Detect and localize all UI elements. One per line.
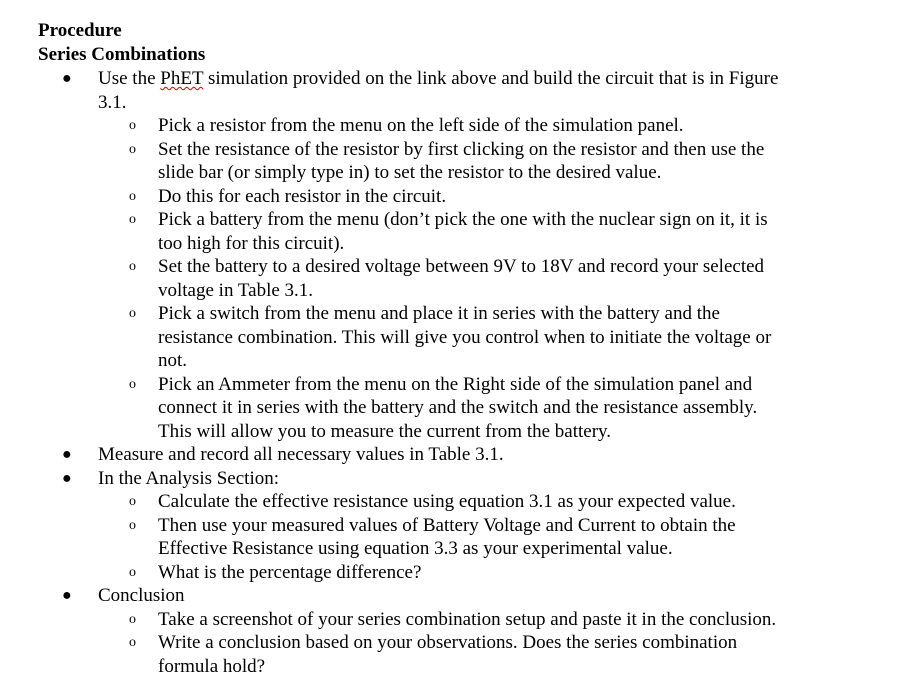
list-item: ● In the Analysis Section: o Calculate the effective resistance using equation 3.1 as your expected value. o Then use your measured values of Battery Voltage and Current to obtain the Effective Resistance using equation 3.3 as your experimental value. o What is the percentage difference? <box>38 467 883 585</box>
sub-list-item: o Do this for each resistor in the circuit. <box>129 185 447 207</box>
hollow-bullet-icon: o <box>129 611 136 627</box>
list-item-line: 3.1. <box>98 91 127 113</box>
sub-list-item: o Set the resistance of the resistor by first clicking on the resistor and then use the slide bar (or simply type in) to set the resistor to the desired value. <box>129 138 765 183</box>
hollow-bullet-icon: o <box>129 212 136 227</box>
hollow-bullet-icon: o <box>129 564 136 580</box>
procedure-heading: Procedure <box>38 20 122 41</box>
hollow-bullet-icon: o <box>129 517 136 533</box>
bullet-icon: ● <box>62 446 72 463</box>
hollow-bullet-icon: o <box>129 306 136 321</box>
document-body <box>38 19 883 678</box>
list-item <box>38 67 883 443</box>
sub-list-item: o Calculate the effective resistance using equation 3.1 as your expected value. <box>129 491 736 512</box>
hollow-bullet-icon: o <box>129 494 136 509</box>
hollow-bullet-icon: o <box>129 376 136 392</box>
hollow-bullet-icon: o <box>129 188 136 204</box>
sub-list-item: o Pick a resistor from the menu on the left side of the simulation panel. <box>129 115 684 136</box>
sub-list-item: o Pick an Ammeter from the menu on the Right side of the simulation panel and connect it in series with the battery and the switch and the resistance assembly. This will allow you to measure the current from the battery. <box>129 373 758 442</box>
spellcheck-flagged-word[interactable]: PhET <box>160 68 204 89</box>
list-item-line: ● Use the PhET simulation provided on the link above and build the circuit that is in Figure <box>62 68 779 89</box>
hollow-bullet-icon: o <box>129 635 136 650</box>
bullet-icon: ● <box>62 70 72 87</box>
sub-list-item: o Set the battery to a desired voltage between 9V to 18V and record your selected voltage in Table 3.1. <box>129 256 765 301</box>
sub-list-item: o Pick a switch from the menu and place it in series with the battery and the resistance combination. This will give you control when to initiate the voltage or not. <box>129 303 772 371</box>
hollow-bullet-icon: o <box>129 141 136 157</box>
sub-list-item: o What is the percentage difference? <box>129 561 422 583</box>
hollow-bullet-icon: o <box>129 259 136 274</box>
list-item: ● Conclusion o Take a screenshot of your series combination setup and paste it in the conclusion. o Write a conclusion based on your observations. Does the series combination formula hold? <box>38 584 883 678</box>
sub-list-item: o Then use your measured values of Battery Voltage and Current to obtain the Effective Resistance using equation 3.3 as your experimental value. <box>129 514 736 559</box>
hollow-bullet-icon: o <box>129 118 136 133</box>
sub-list-item: o Pick a battery from the menu (don’t pick the one with the nuclear sign on it, it is too high for this circuit). <box>129 209 768 254</box>
bullet-icon: ● <box>62 469 72 487</box>
sub-list-item: o Write a conclusion based on your observations. Does the series combination formula hold? <box>129 632 738 677</box>
series-combinations-heading: Series Combinations <box>38 44 206 65</box>
bullet-icon: ● <box>62 587 72 604</box>
list-item: ● Measure and record all necessary values in Table 3.1. <box>62 444 504 465</box>
sub-list-item: o Take a screenshot of your series combination setup and paste it in the conclusion. <box>129 608 777 630</box>
